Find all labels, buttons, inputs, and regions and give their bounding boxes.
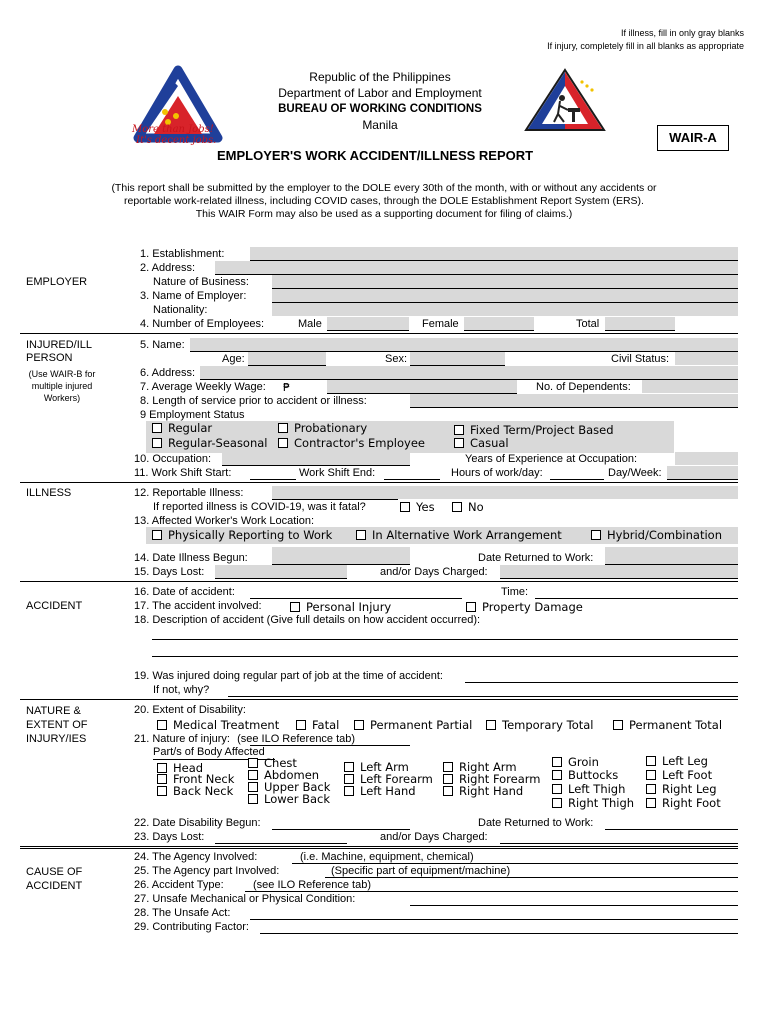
address-field[interactable] bbox=[215, 261, 738, 274]
days-charged-injury-field[interactable] bbox=[500, 843, 738, 844]
total-count-field[interactable] bbox=[605, 317, 675, 330]
instruction-illness: If illness, fill in only gray blanks bbox=[620, 28, 744, 38]
label-female: Female bbox=[422, 318, 459, 330]
header-republic: Republic of the Philippines bbox=[309, 70, 451, 84]
intro-text: (This report shall be submitted by the employer to the DOLE every 30th of the month, with or without any accidents or reportable work-related illness, including COVID cases, through the DOLE Establishment Report System (ERS). This WAIR Form may also be used as a supporting document for filing of claims.) bbox=[111, 182, 657, 220]
date-illness-field[interactable] bbox=[272, 547, 410, 564]
civil-status-field[interactable] bbox=[675, 352, 738, 365]
option-regular[interactable]: Regular bbox=[152, 422, 212, 435]
option-upper-back[interactable]: Upper Back bbox=[248, 781, 330, 794]
label-body-parts: Part/s of Body Affected bbox=[153, 746, 265, 758]
option-head[interactable]: Head bbox=[157, 762, 203, 775]
checkbox[interactable] bbox=[646, 784, 656, 794]
checkbox[interactable] bbox=[646, 770, 656, 780]
shift-end-field[interactable] bbox=[384, 479, 440, 480]
peso-sign: ₱ bbox=[283, 381, 290, 394]
checkbox[interactable] bbox=[454, 438, 464, 448]
label-returned-injury: Date Returned to Work: bbox=[478, 817, 594, 829]
male-count-field[interactable] bbox=[327, 317, 409, 330]
label-hours: Hours of work/day: bbox=[451, 467, 543, 479]
checkbox[interactable] bbox=[152, 423, 162, 433]
label-accident-type: 26. Accident Type: bbox=[134, 879, 224, 891]
label-nature-injury: 21. Nature of injury: (see ILO Reference tab) bbox=[134, 733, 356, 745]
option-left-leg[interactable]: Left Leg bbox=[646, 755, 708, 768]
section-divider bbox=[20, 846, 738, 849]
label-returned-illness: Date Returned to Work: bbox=[478, 552, 594, 564]
label-shift-end: Work Shift End: bbox=[299, 467, 376, 479]
option-fatal[interactable]: Fatal bbox=[296, 719, 339, 732]
header-bureau: BUREAU OF WORKING CONDITIONS bbox=[278, 103, 482, 115]
occupation-field[interactable] bbox=[222, 452, 410, 465]
header-department: Department of Labor and Employment bbox=[278, 86, 482, 100]
header-block bbox=[230, 69, 530, 133]
option-right-foot[interactable]: Right Foot bbox=[646, 797, 721, 810]
days-lost-injury-field[interactable] bbox=[215, 843, 347, 844]
checkbox[interactable] bbox=[552, 757, 562, 767]
option-groin[interactable]: Groin bbox=[552, 756, 599, 769]
label-num-employees: 4. Number of Employees: bbox=[140, 318, 265, 330]
checkbox[interactable] bbox=[152, 530, 162, 540]
checkbox[interactable] bbox=[443, 774, 453, 784]
unsafe-act-field[interactable] bbox=[250, 919, 738, 920]
option-probationary[interactable]: Probationary bbox=[278, 422, 367, 435]
label-reportable-illness: 12. Reportable Illness: bbox=[134, 487, 244, 499]
option-yes[interactable]: Yes bbox=[400, 501, 435, 514]
section-accident: ACCIDENT bbox=[26, 600, 83, 612]
agency-field[interactable] bbox=[292, 863, 738, 864]
checkbox[interactable] bbox=[290, 602, 300, 612]
form-code: WAIR-A bbox=[657, 125, 729, 151]
label-regular-job: 19. Was injured doing regular part of job at the time of accident: bbox=[134, 670, 443, 682]
label-extent-disability: 20. Extent of Disability: bbox=[134, 704, 246, 716]
option-lower-back[interactable]: Lower Back bbox=[248, 793, 330, 806]
label-days-charged-injury: and/or Days Charged: bbox=[380, 831, 488, 843]
section-illness: ILLNESS bbox=[26, 487, 72, 499]
option-left-forearm[interactable]: Left Forearm bbox=[344, 773, 433, 786]
label-years-experience: Years of Experience at Occupation: bbox=[465, 453, 638, 465]
option-chest[interactable]: Chest bbox=[248, 757, 297, 770]
option-right-arm[interactable]: Right Arm bbox=[443, 761, 517, 774]
label-address: 2. Address: bbox=[140, 262, 196, 274]
option-right-forearm[interactable]: Right Forearm bbox=[443, 773, 541, 786]
label-days-lost-illness: 15. Days Lost: bbox=[134, 566, 205, 578]
checkbox[interactable] bbox=[157, 774, 167, 784]
checkbox[interactable] bbox=[248, 758, 258, 768]
reportable-illness-field[interactable] bbox=[272, 486, 738, 499]
if-not-why-field[interactable] bbox=[228, 696, 738, 697]
option-alternative-arrangement[interactable]: In Alternative Work Arrangement bbox=[356, 529, 562, 542]
label-agency-part: 25. The Agency part Involved: bbox=[134, 865, 280, 877]
checkbox[interactable] bbox=[344, 774, 354, 784]
label-nationality: Nationality: bbox=[153, 304, 208, 316]
checkbox[interactable] bbox=[613, 720, 623, 730]
date-accident-field[interactable] bbox=[250, 598, 462, 599]
option-right-hand[interactable]: Right Hand bbox=[443, 785, 523, 798]
label-occupation: 10. Occupation: bbox=[134, 453, 212, 465]
checkbox[interactable] bbox=[552, 798, 562, 808]
label-time: Time: bbox=[501, 586, 529, 598]
age-field[interactable] bbox=[248, 352, 326, 365]
header-city: Manila bbox=[362, 118, 398, 132]
person-address-field[interactable] bbox=[200, 366, 738, 379]
label-days-lost-injury: 23. Days Lost: bbox=[134, 831, 205, 843]
option-left-foot[interactable]: Left Foot bbox=[646, 769, 712, 782]
label-sex: Sex: bbox=[385, 353, 408, 365]
label-length-service: 8. Length of service prior to accident or illness: bbox=[140, 395, 367, 407]
bwc-logo bbox=[522, 66, 608, 134]
label-employment-status: 9 Employment Status bbox=[140, 409, 245, 421]
label-employer-name: 3. Name of Employer: bbox=[140, 290, 247, 302]
day-week-field[interactable] bbox=[667, 466, 738, 479]
instructions bbox=[547, 27, 744, 53]
hint-agency: (i.e. Machine, equipment, chemical) bbox=[300, 851, 474, 863]
option-casual[interactable]: Casual bbox=[454, 437, 509, 450]
checkbox[interactable] bbox=[248, 770, 258, 780]
option-left-thigh[interactable]: Left Thigh bbox=[552, 783, 625, 796]
checkbox[interactable] bbox=[248, 782, 258, 792]
hint-agency-part: (Specific part of equipment/machine) bbox=[331, 865, 511, 877]
option-back-neck[interactable]: Back Neck bbox=[157, 785, 233, 798]
days-lost-illness-field[interactable] bbox=[215, 565, 347, 578]
date-disability-field[interactable] bbox=[272, 829, 410, 830]
section-injured: INJURED/ILL PERSON bbox=[26, 339, 93, 364]
hours-field[interactable] bbox=[550, 479, 604, 480]
option-fixed-term[interactable]: Fixed Term/Project Based bbox=[454, 424, 614, 437]
label-male: Male bbox=[298, 318, 322, 330]
label-if-not-why: If not, why? bbox=[153, 684, 210, 696]
checkbox[interactable] bbox=[591, 530, 601, 540]
option-left-hand[interactable]: Left Hand bbox=[344, 785, 416, 798]
label-agency: 24. The Agency Involved: bbox=[134, 851, 258, 863]
option-abdomen[interactable]: Abdomen bbox=[248, 769, 319, 782]
label-civil-status: Civil Status: bbox=[611, 353, 670, 365]
dependents-field[interactable] bbox=[642, 380, 738, 393]
label-work-location: 13. Affected Worker's Work Location: bbox=[134, 515, 315, 527]
employer-name-field[interactable] bbox=[272, 289, 738, 302]
section-cause: CAUSE OF ACCIDENT bbox=[26, 866, 83, 892]
label-unsafe-act: 28. The Unsafe Act: bbox=[134, 907, 231, 919]
label-total: Total bbox=[576, 318, 600, 330]
label-covid-fatal: If reported illness is COVID-19, was it fatal? bbox=[153, 501, 366, 513]
checkbox[interactable] bbox=[552, 770, 562, 780]
checkbox[interactable] bbox=[646, 756, 656, 766]
checkbox[interactable] bbox=[443, 762, 453, 772]
shift-start-field[interactable] bbox=[250, 479, 296, 480]
option-left-arm[interactable]: Left Arm bbox=[344, 761, 409, 774]
checkbox[interactable] bbox=[157, 786, 167, 796]
label-nature-business: Nature of Business: bbox=[153, 276, 249, 288]
label-accident-involved: 17. The accident involved: bbox=[134, 600, 262, 612]
label-weekly-wage: 7. Average Weekly Wage: bbox=[140, 381, 266, 393]
checkbox[interactable] bbox=[400, 502, 410, 512]
option-contractor[interactable]: Contractor's Employee bbox=[278, 437, 425, 450]
option-permanent-total[interactable]: Permanent Total bbox=[613, 719, 722, 732]
returned-illness-field[interactable] bbox=[605, 547, 738, 564]
label-unsafe-condition: 27. Unsafe Mechanical or Physical Condition: bbox=[134, 893, 356, 905]
page-title: EMPLOYER'S WORK ACCIDENT/ILLNESS REPORT bbox=[217, 148, 534, 163]
checkbox[interactable] bbox=[344, 762, 354, 772]
checkbox[interactable] bbox=[296, 720, 306, 730]
section-divider bbox=[20, 482, 738, 483]
checkbox[interactable] bbox=[248, 794, 258, 804]
establishment-field[interactable] bbox=[250, 247, 738, 260]
section-nature: NATURE & EXTENT OF INJURY/IES bbox=[26, 705, 88, 745]
regular-job-field[interactable] bbox=[465, 682, 738, 683]
checkbox[interactable] bbox=[452, 502, 462, 512]
nature-of-business-field[interactable] bbox=[272, 275, 738, 288]
section-employer: EMPLOYER bbox=[26, 276, 88, 288]
label-day-week: Day/Week: bbox=[608, 467, 662, 479]
option-no[interactable]: No bbox=[452, 501, 484, 514]
time-field[interactable] bbox=[535, 598, 738, 599]
checkbox[interactable] bbox=[344, 786, 354, 796]
checkbox[interactable] bbox=[356, 530, 366, 540]
checkbox[interactable] bbox=[454, 425, 464, 435]
option-temporary-total[interactable]: Temporary Total bbox=[486, 719, 594, 732]
checkbox[interactable] bbox=[466, 602, 476, 612]
agency-part-field[interactable] bbox=[325, 877, 738, 878]
weekly-wage-field[interactable] bbox=[327, 380, 517, 393]
option-front-neck[interactable]: Front Neck bbox=[157, 773, 234, 786]
checkbox[interactable] bbox=[646, 798, 656, 808]
label-description: 18. Description of accident (Give full details on how accident occurred): bbox=[134, 614, 481, 626]
label-shift-start: 11. Work Shift Start: bbox=[134, 467, 232, 479]
option-right-leg[interactable]: Right Leg bbox=[646, 783, 717, 796]
option-buttocks[interactable]: Buttocks bbox=[552, 769, 618, 782]
label-days-charged-illness: and/or Days Charged: bbox=[380, 566, 488, 578]
option-physically-reporting[interactable]: Physically Reporting to Work bbox=[152, 529, 332, 542]
label-contributing-factor: 29. Contributing Factor: bbox=[134, 921, 249, 933]
female-count-field[interactable] bbox=[464, 317, 534, 330]
section-divider bbox=[20, 581, 738, 582]
nationality-field[interactable] bbox=[272, 303, 738, 316]
years-experience-field[interactable] bbox=[675, 452, 738, 465]
hint-accident-type: (see ILO Reference tab) bbox=[253, 879, 372, 891]
checkbox[interactable] bbox=[354, 720, 364, 730]
instruction-injury: If injury, completely fill in all blanks as appropriate bbox=[547, 41, 744, 51]
logo-tagline: More than Jobs! It's decent jobs. bbox=[132, 124, 217, 146]
accident-type-field[interactable] bbox=[245, 891, 738, 892]
option-medical-treatment[interactable]: Medical Treatment bbox=[157, 719, 279, 732]
contributing-factor-field[interactable] bbox=[260, 933, 738, 934]
checkbox[interactable] bbox=[443, 786, 453, 796]
label-date-accident: 16. Date of accident: bbox=[134, 586, 235, 598]
length-service-field[interactable] bbox=[410, 394, 738, 407]
description-line[interactable] bbox=[152, 639, 738, 640]
checkbox[interactable] bbox=[152, 438, 162, 448]
sex-field[interactable] bbox=[410, 352, 505, 365]
section-divider bbox=[20, 333, 738, 334]
option-regular-seasonal[interactable]: Regular-Seasonal bbox=[152, 437, 268, 450]
label-age: Age: bbox=[222, 353, 245, 365]
checkbox[interactable] bbox=[278, 438, 288, 448]
label-date-disability: 22. Date Disability Begun: bbox=[134, 817, 261, 829]
section-divider bbox=[20, 699, 738, 700]
option-permanent-partial[interactable]: Permanent Partial bbox=[354, 719, 472, 732]
returned-injury-field[interactable] bbox=[605, 829, 738, 830]
label-address: 6. Address: bbox=[140, 367, 196, 379]
option-hybrid[interactable]: Hybrid/Combination bbox=[591, 529, 722, 542]
option-personal-injury[interactable]: Personal Injury bbox=[290, 601, 391, 614]
checkbox[interactable] bbox=[278, 423, 288, 433]
checkbox[interactable] bbox=[552, 784, 562, 794]
label-establishment: 1. Establishment: bbox=[140, 248, 225, 260]
option-property-damage[interactable]: Property Damage bbox=[466, 601, 583, 614]
wair-b-note: (Use WAIR-B for multiple injured Workers) bbox=[28, 369, 96, 403]
days-charged-illness-field[interactable] bbox=[500, 565, 738, 578]
label-name: 5. Name: bbox=[140, 339, 185, 351]
name-field[interactable] bbox=[190, 338, 738, 351]
label-dependents: No. of Dependents: bbox=[536, 381, 631, 393]
option-right-thigh[interactable]: Right Thigh bbox=[552, 797, 634, 810]
label-date-illness: 14. Date Illness Begun: bbox=[134, 552, 248, 564]
unsafe-condition-field[interactable] bbox=[410, 905, 738, 906]
description-line[interactable] bbox=[152, 656, 738, 657]
checkbox[interactable] bbox=[157, 763, 167, 773]
checkbox[interactable] bbox=[486, 720, 496, 730]
checkbox[interactable] bbox=[157, 720, 167, 730]
